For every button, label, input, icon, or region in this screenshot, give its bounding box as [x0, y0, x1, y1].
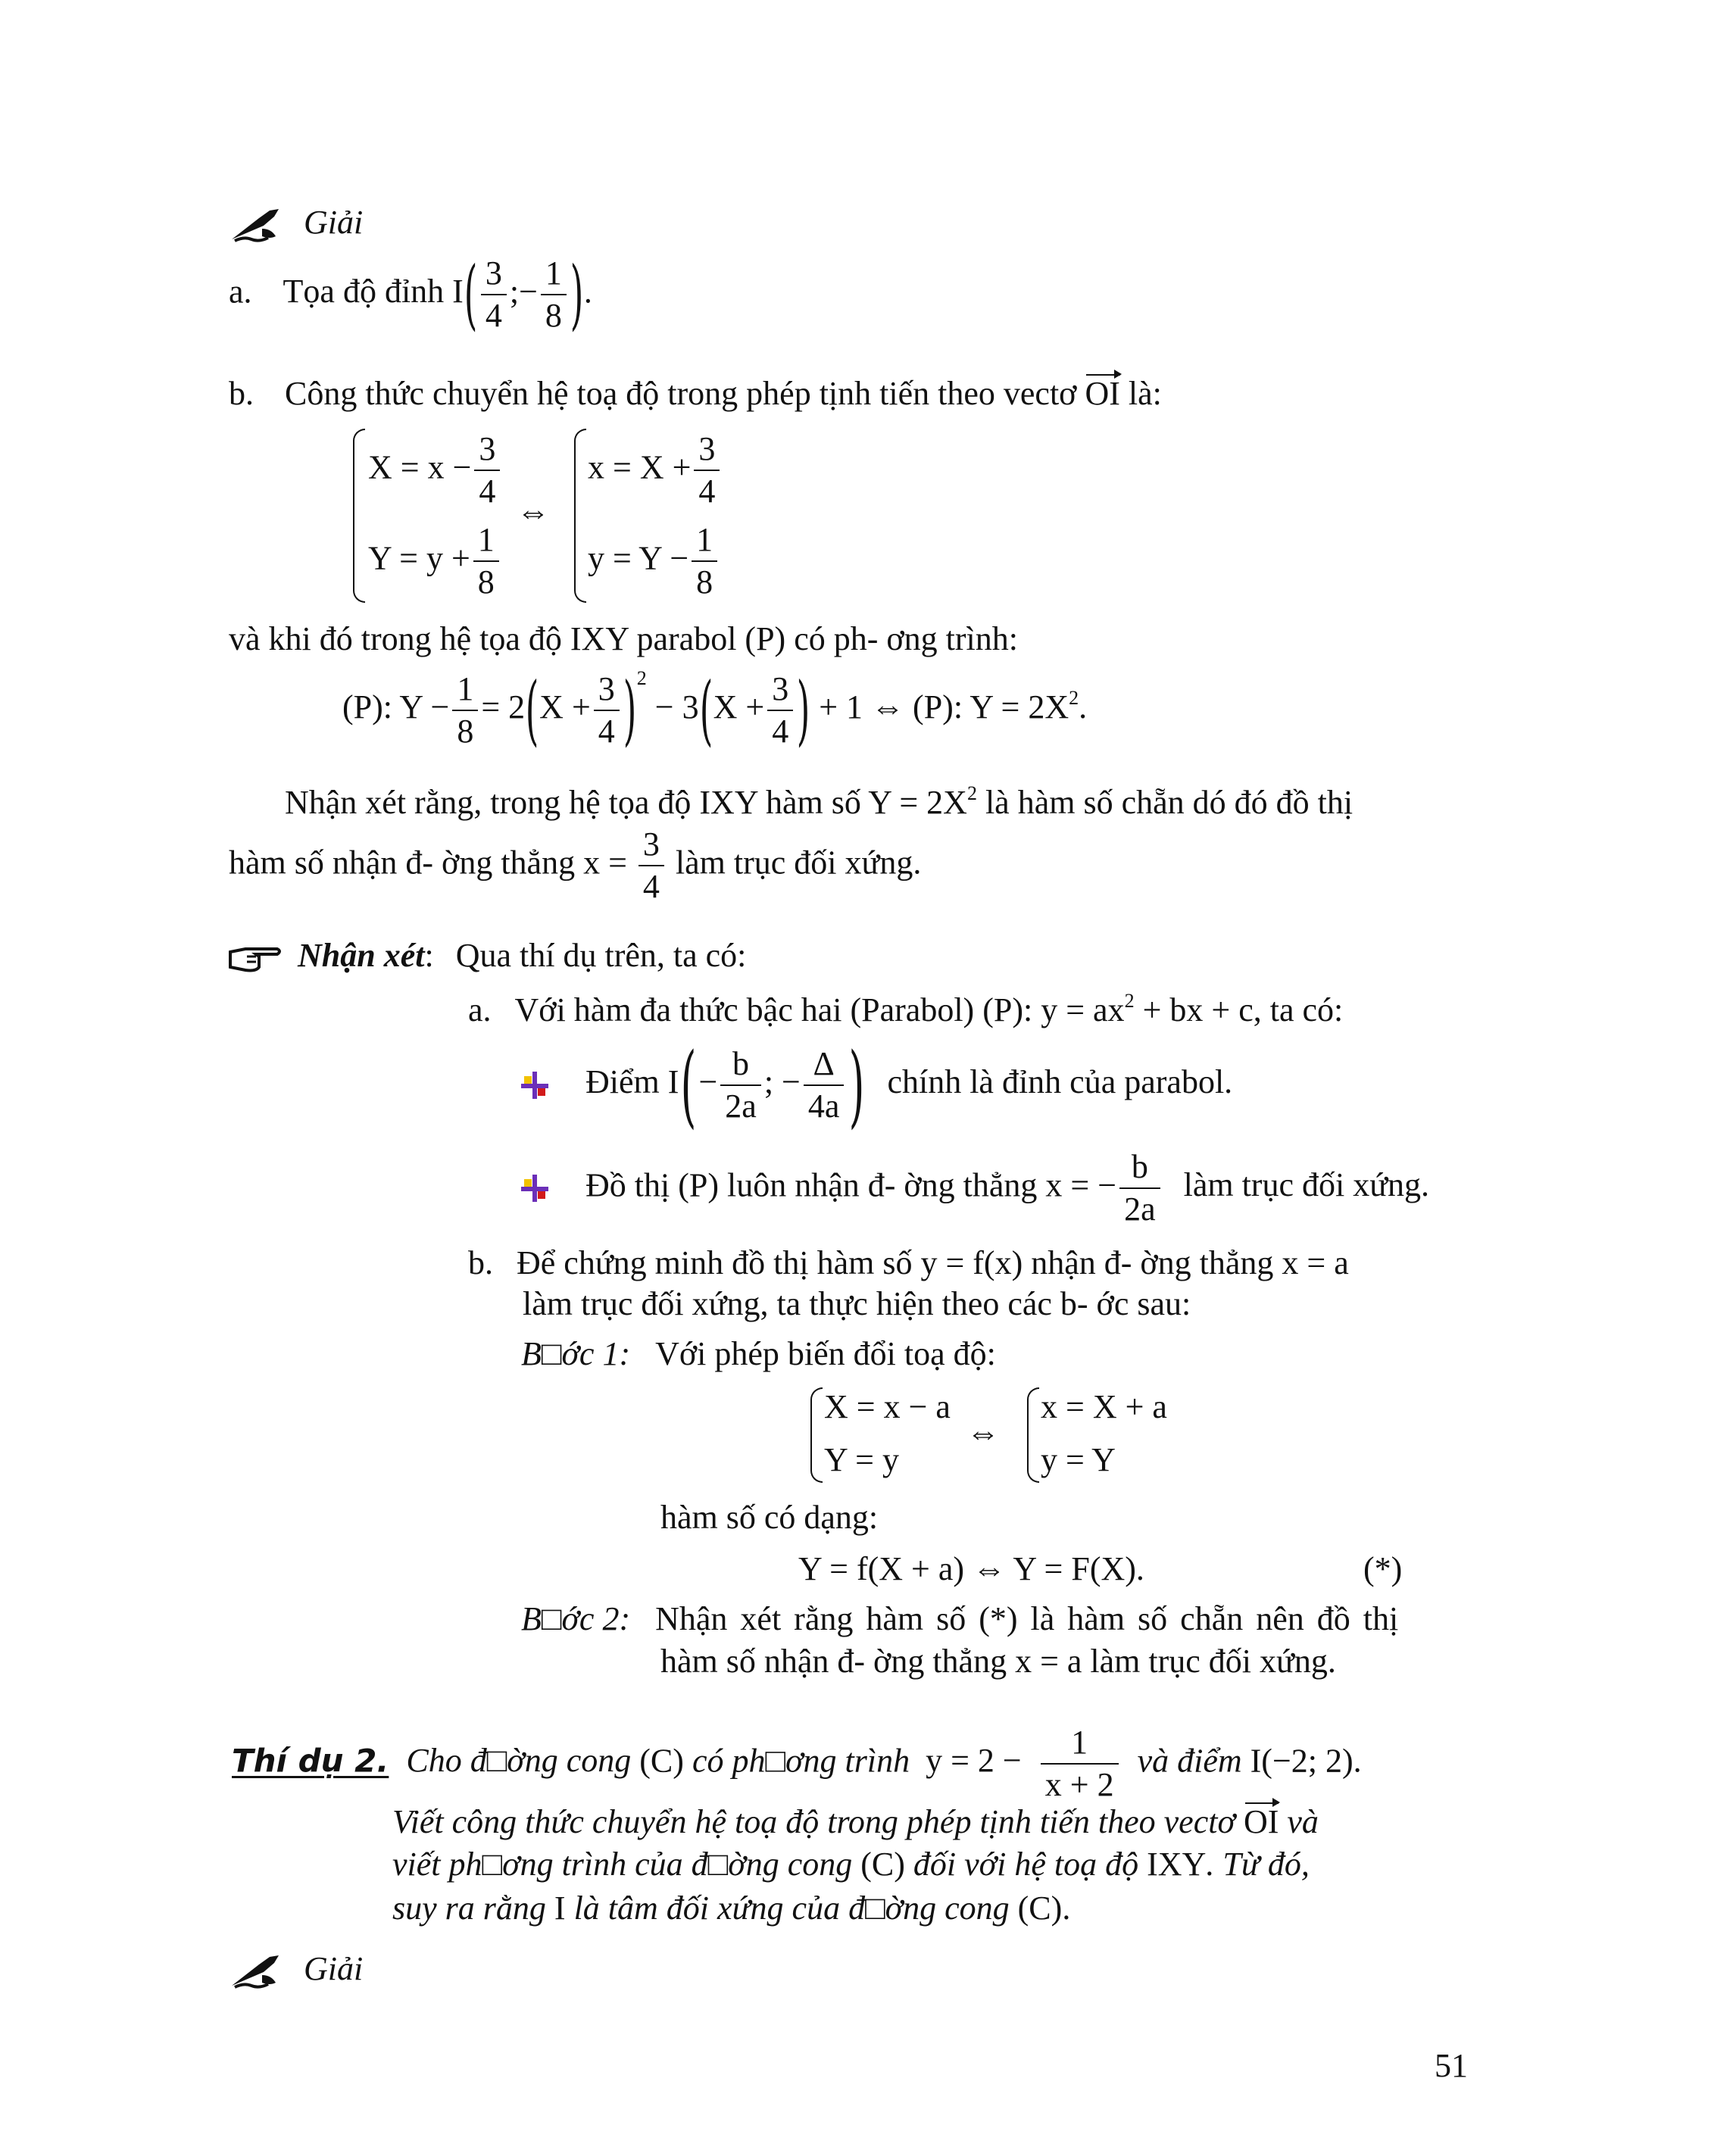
system2-eq2: y = Y − $\frac{1}{8}$ — [588, 523, 720, 600]
page-number: 51 — [1435, 2047, 1468, 2084]
step1-right-brace — [1027, 1387, 1039, 1483]
step1-sys1-eq1: X = x − a — [824, 1388, 951, 1425]
part-b-text: Công thức chuyển hệ toạ độ trong phép tịnh tiến theo vectơ — [285, 375, 1077, 412]
parabola-equation: (P): Y − $\frac{1}{8}$ = 2(X + $\frac{3}{4}$ )$^2$ − 3(X + $\frac{3}{4}$ ) + 1 ⇔ (P): $Y = 2X^2$. — [342, 665, 1088, 754]
example2-line1: Thí dụ 2. Cho đ□ờng cong (C) có ph□ơng trình y = 2 − $\frac{1}{x + 2}$ và điểm I(−2; 2). — [232, 1724, 1362, 1804]
observation-a: a. Với hàm đa thức bậc hai (Parabol) (P): $y = ax^2$ + bx + c, ta có: — [468, 990, 1344, 1028]
solution2-header — [229, 1949, 363, 1992]
step1-left-brace — [810, 1387, 823, 1483]
step1-sys2-eq1: x = X + a — [1041, 1388, 1167, 1425]
observation-label: Nhận xét — [298, 937, 425, 974]
equivalence-symbol: ⇔ — [517, 493, 550, 530]
step1-sys2-eq2: y = Y — [1041, 1441, 1116, 1478]
observation-b-line2: làm trục đối xứng, ta thực hiện theo các b- ớc sau: — [523, 1285, 1191, 1322]
remark-line1: Nhận xét rằng, trong hệ tọa độ IXY hàm số $Y = 2X^2$ là hàm số chẵn dó đó đồ thị — [285, 782, 1354, 821]
parabola-intro: và khi đó trong hệ tọa độ IXY parabol (P) có ph- ơng trình: — [229, 620, 1018, 657]
solution-label: Giải — [304, 204, 364, 241]
form-equation: Y = f(X + a) ⇔ Y = F(X). — [798, 1550, 1144, 1587]
part-a-label: a. — [229, 273, 252, 311]
writing-hand-icon — [229, 1952, 285, 1992]
form-text: hàm số có dạng: — [660, 1499, 879, 1536]
observation-b-line1: b. Để chứng minh đồ thị hàm số y = f(x) nhận đ- ờng thẳng x = a — [468, 1244, 1349, 1281]
observation-text: Qua thí dụ trên, ta có: — [455, 937, 747, 974]
example2-line4: suy ra rằng I là tâm đối xứng của đ□ờng cong (C). — [392, 1890, 1071, 1927]
vector-oi: OI — [1085, 374, 1119, 414]
solution2-label: Giải — [304, 1950, 364, 1987]
system2-eq1: x = X + $\frac{3}{4}$ — [588, 432, 723, 509]
form-tag: (*) — [1363, 1550, 1403, 1587]
step1: B□ớc 1: Với phép biến đổi toạ độ: — [521, 1335, 996, 1372]
writing-hand-icon — [229, 206, 285, 245]
right-brace — [574, 429, 586, 603]
example2-label: Thí dụ 2. — [232, 1742, 389, 1780]
diamond-bullet-icon — [520, 1070, 550, 1100]
solution-header — [229, 203, 363, 245]
left-brace — [353, 429, 365, 603]
bullet-axis: Đồ thị (P) luôn nhận đ- ờng thẳng x = − $\frac{b}{2a}$ làm trục đối xứng. — [520, 1150, 1429, 1227]
part-b: b. Công thức chuyển hệ toạ độ trong phép tịnh tiến theo vectơ OI là: — [229, 374, 1162, 414]
vertex-y-fraction: $\frac{1}{8}$ — [541, 256, 567, 333]
system1-eq2: Y = y + $\frac{1}{8}$ — [368, 523, 502, 600]
observation-header: Nhận xét: Qua thí dụ trên, ta có: — [229, 936, 746, 976]
example2-line2: Viết công thức chuyển hệ toạ độ trong phép tịnh tiến theo vectơ OI và — [392, 1802, 1319, 1843]
step2-line2: hàm số nhận đ- ờng thẳng x = a làm trục đối xứng. — [660, 1643, 1336, 1680]
remark-line2: hàm số nhận đ- ờng thẳng x = $\frac{3}{4}$ làm trục đối xứng. — [229, 825, 922, 906]
vertex-x-fraction: $\frac{3}{4}$ — [481, 256, 507, 333]
bullet-vertex: Điểm I(− $\frac{b}{2a}$ ; − $\frac{\Delta}{4a}$ ) chính là đỉnh của parabol. — [520, 1041, 1232, 1130]
step2-line1: B□ớc 2: Nhận xét rằng hàm số (*) là hàm số chẵn nên đồ thị — [521, 1600, 1399, 1637]
step1-equivalence: ⇔ — [966, 1414, 1000, 1451]
step1-sys1-eq2: Y = y — [824, 1441, 899, 1478]
part-b-label: b. — [229, 375, 254, 412]
pointing-hand-icon — [229, 944, 282, 973]
system1-eq1: X = x − $\frac{3}{4}$ — [368, 432, 503, 509]
diamond-bullet-icon — [520, 1173, 550, 1203]
part-a: a. Tọa độ đỉnh I( $\frac{3}{4}$ ;− $\frac{1}{8}$ ). — [229, 250, 592, 339]
part-a-text: Tọa độ đỉnh I — [283, 273, 464, 311]
example2-line3: viết ph□ơng trình của đ□ờng cong (C) đối với hệ toạ độ IXY. Từ đó, — [392, 1846, 1310, 1883]
